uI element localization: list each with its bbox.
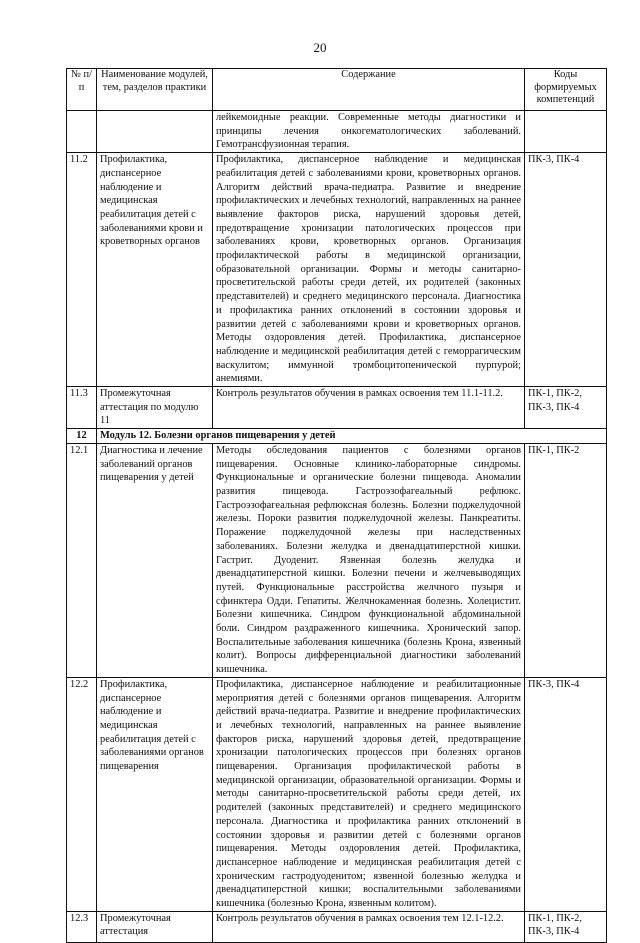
row-module: Промежуточная аттестация по модулю 11 bbox=[97, 387, 213, 429]
row-content: Профилактика, диспансерное наблюдение и медицинская реабилитация детей с заболеваниями крови, кроветворных органов. Алгоритм действий врача-педиатра. Развитие и внедрение профилактических и лечебных технологий, направленных на раннее выявление факторов риска, нарушений здоровья детей, предотвращение хронизации патологических процессов при заболеваниях крови, кроветворных органов. Организация профилактической работы в медицинской организации, образовательной организации. Формы и методы санитарно-просветительской работы среди детей, их родителей (законных представителей) и среднего медицинского персонала. Диагностика и профилактика ранних отклонений в состоянии здоровья и развитии детей с заболеваниями крови и кроветворных органов. Методы оздоровления детей. Профилактика, диспансерное наблюдение и медицинской реабилитация детей с геморрагическим васкулитом; иммунной тромбоцитопенической пурпурой; анемиями. bbox=[213, 153, 525, 387]
table-row bbox=[67, 443, 607, 677]
header-module: Наименование модулей, тем, разделов практики bbox=[97, 69, 213, 111]
page-number: 20 bbox=[313, 40, 327, 55]
row-codes: ПК-3, ПК-4 bbox=[525, 153, 607, 387]
module-heading-row bbox=[67, 429, 607, 444]
row-content: Профилактика, диспансерное наблюдение и реабилитационные мероприятия детей с болезнями органов пищеварения. Алгоритм действий врача-педиатра. Развитие и внедрение профилактических и лечебных технологий, направленных на раннее выявление факторов риска, нарушений здоровья детей, предотвращение хронизации патологических процессов при болезнях органов пищеварения. Организация профилактической работы в медицинской организации, образовательной организации. Формы и методы санитарно-просветительской работы среди детей, их родителей (законных представителей) и среднего медицинского персонала. Диагностика и профилактика ранних отклонений в состоянии здоровья и развитии детей с болезнями органов пищеварения. Методы оздоровления детей. Профилактика, диспансерное наблюдение и медицинская реабилитация детей с хроническим гастродуоденитом; язвенной болезнью желудка и двенадцатиперстной кишки; воспалительными заболеваниями кишечника (болезнью Крона, язвенным колитом). bbox=[213, 677, 525, 911]
table-row bbox=[67, 387, 607, 429]
row-num: 12.3 bbox=[67, 911, 97, 942]
curriculum-table bbox=[66, 68, 607, 943]
row-module: Промежуточная аттестация bbox=[97, 911, 213, 942]
module-num: 12 bbox=[67, 429, 97, 444]
row-codes: ПК-1, ПК-2, ПК-3, ПК-4 bbox=[525, 911, 607, 942]
row-num: 11.2 bbox=[67, 153, 97, 387]
row-codes bbox=[525, 111, 607, 153]
row-module: Диагностика и лечение заболеваний органов пищеварения у детей bbox=[97, 443, 213, 677]
row-module: Профилактика, диспансерное наблюдение и медицинская реабилитация детей с заболеваниями органов пищеварения bbox=[97, 677, 213, 911]
row-content: Методы обследования пациентов с болезнями органов пищеварения. Основные клинико-лабораторные синдромы. Функциональные и органические болезни пищевода. Аномалии развития пищевода. Гастроэзофагеальный рефлюкс. Гастроэзофагеальная рефлюксная болезнь. Болезни поджелудочной железы. Пороки развития поджелудочной железы. Панкреатиты. Поражение поджелудочной железы при наследственных заболеваниях. Болезни желудка и двенадцатиперстной кишки. Гастрит. Дуоденит. Язвенная болезнь желудка и двенадцатиперстной кишки. Болезни печени и желчевыводящих путей. Функциональные расстройства желчного пузыря и сфинктера Одди. Гепатиты. Желчнокаменная болезнь. Холецистит. Болезни кишечника. Синдром функциональной абдоминальной боли. Синдром раздраженного кишечника. Хронический запор. Воспалительные заболевания кишечника (болезнь Крона, язвенный колит). Вопросы дифференциальной диагностики заболеваний кишечника. bbox=[213, 443, 525, 677]
row-content: Контроль результатов обучения в рамках освоения тем 11.1-11.2. bbox=[213, 387, 525, 429]
table-row bbox=[67, 911, 607, 942]
header-codes: Коды формируемых компетенций bbox=[525, 69, 607, 111]
row-num bbox=[67, 111, 97, 153]
table-row bbox=[67, 153, 607, 387]
row-codes: ПК-1, ПК-2 bbox=[525, 443, 607, 677]
row-content: лейкемоидные реакции. Современные методы диагностики и принципы лечения онкогематологических заболеваний. Гемотрансфузионная терапия. bbox=[213, 111, 525, 153]
header-num: № п/п bbox=[67, 69, 97, 111]
module-title: Модуль 12. Болезни органов пищеварения у детей bbox=[97, 429, 607, 444]
row-codes: ПК-1, ПК-2, ПК-3, ПК-4 bbox=[525, 387, 607, 429]
row-num: 11.3 bbox=[67, 387, 97, 429]
table-header-row bbox=[67, 69, 607, 111]
row-num: 12.1 bbox=[67, 443, 97, 677]
row-module bbox=[97, 111, 213, 153]
row-num: 12.2 bbox=[67, 677, 97, 911]
header-content: Содержание bbox=[213, 69, 525, 111]
row-content: Контроль результатов обучения в рамках освоения тем 12.1-12.2. bbox=[213, 911, 525, 942]
table-row bbox=[67, 677, 607, 911]
table-row bbox=[67, 111, 607, 153]
row-module: Профилактика, диспансерное наблюдение и медицинская реабилитация детей с заболеваниями крови и кроветворных органов bbox=[97, 153, 213, 387]
row-codes: ПК-3, ПК-4 bbox=[525, 677, 607, 911]
